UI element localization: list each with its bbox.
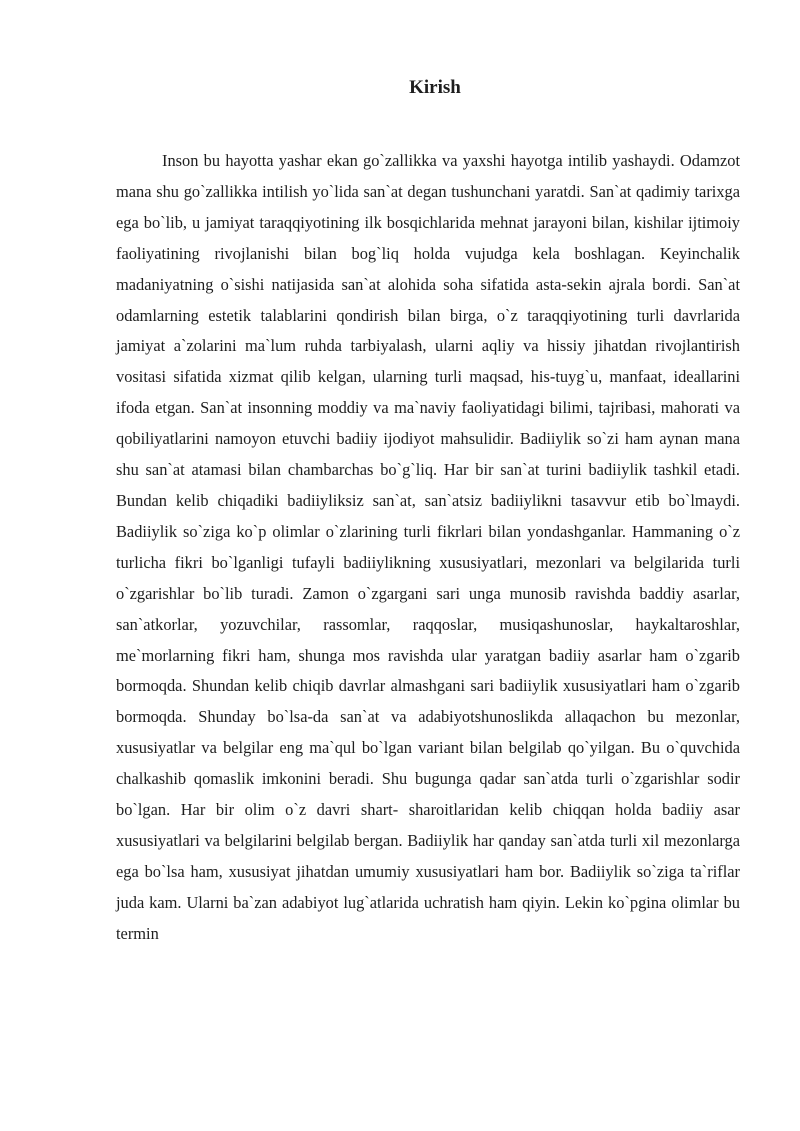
page-title: Kirish <box>409 77 461 98</box>
body-paragraph: Inson bu hayotta yashar ekan go`zallikka va yaxshi hayotga intilib yashaydi. Odamzot mana shu go`zallikka intilish yo`lida san`at degan tushunchani yaratdi. San`at qadimiy tarixga ega bo`lib, u jamiyat taraqqiyotining ilk bosqichlarida mehnat jarayoni bilan, kishilar ijtimoiy faoliyatining rivojlanishi bilan bog`liq holda vujudga kela boshlagan. Keyinchalik madaniyatning o`sishi natijasida san`at alohida soha sifatida asta-sekin ajrala bordi. San`at odamlarning estetik talablarini qondirish bilan birga, o`z taraqqiyotining turli davrlarida jamiyat a`zolarini ma`lum ruhda tarbiyalash, ularni aqliy va hissiy jihatdan rivojlantirish vositasi sifatida xizmat qilib kelgan, ularning turli maqsad, his-tuyg`u, manfaat, ideallarini ifoda etgan. San`at insonning moddiy va ma`naviy faoliyatidagi bilimi, tajribasi, mahorati va qobiliyatlarini namoyon etuvchi badiiy ijodiyot mahsulidir. Badiiylik so`zi ham aynan mana shu san`at atamasi bilan chambarchas bo`g`liq. Har bir san`at turini badiiylik tashkil etadi. Bundan kelib chiqadiki badiiyliksiz san`at, san`atsiz badiiylikni tasavvur etib bo`lmaydi. Badiiylik so`ziga ko`p olimlar o`zlarining turli fikrlari bilan yondashganlar. Hammaning o`z turlicha fikri bo`lganligi tufayli badiiylikning xususiyatlari, mezonlari va belgilarida turli o`zgarishlar bo`lib turadi. Zamon o`zgargani sari unga munosib ravishda baddiy asarlar, san`atkorlar, yozuvchilar, rassomlar, raqqoslar, musiqashunoslar, haykaltaroshlar, me`morlarning fikri ham, shunga mos ravishda ular yaratgan badiiy asarlar ham o`zgarib bormoqda. Shundan kelib chiqib davrlar almashgani sari badiiylik xususiyatlari ham o`zgarib bormoqda. Shunday bo`lsa-da san`at va adabiyotshunoslikda allaqachon bu mezonlar, xususiyatlar va belgilar eng ma`qul bo`lgan variant bilan belgilab qo`yilgan. Bu o`quvchida chalkashib qomaslik imkonini beradi. Shu bugunga qadar san`atda turli o`zgarishlar sodir bo`lgan. Har bir olim o`z davri shart- sharoitlaridan kelib chiqqan holda badiiy asar xususiyatlari va belgilarini belgilab bergan. Badiiylik har qanday san`atda turli xil mezonlarga ega bo`lsa ham, xususiyat jihatdan umumiy xususiyatlari ham bor. Badiiylik so`ziga ta`riflar juda kam. Ularni ba`zan adabiyot lug`atlarida uchratish ham qiyin. Lekin ko`pgina olimlar bu termin <box>116 151 740 943</box>
